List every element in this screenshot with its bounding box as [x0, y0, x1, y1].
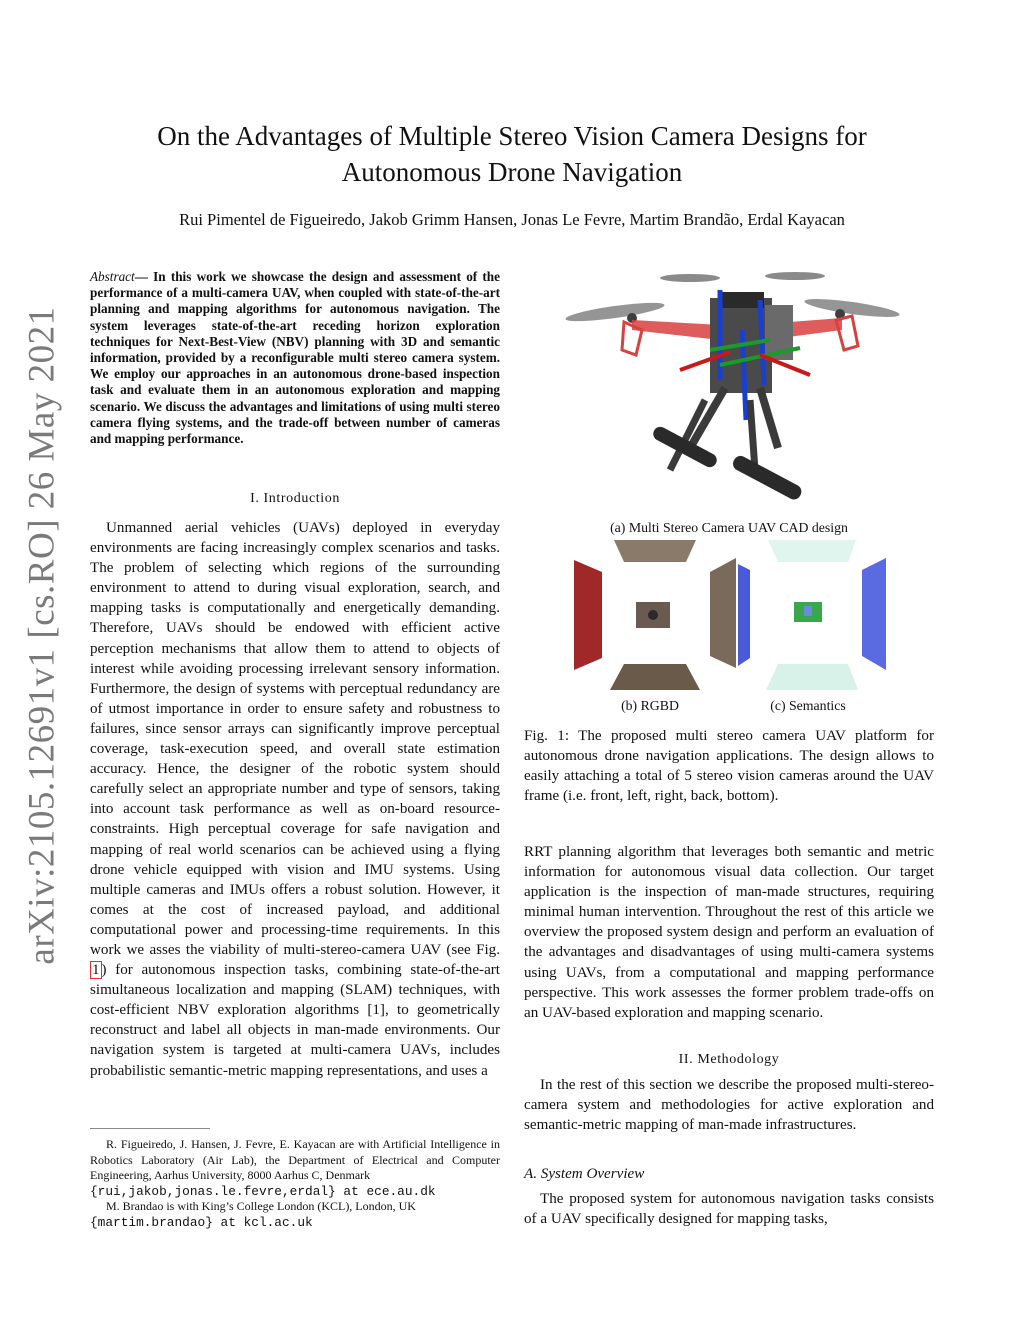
section-heading-introduction: I. Introduction — [250, 491, 340, 506]
title-line-2: Autonomous Drone Navigation — [341, 157, 683, 187]
intro-text-part-2: ) for autonomous inspection tasks, combining state-of-the-art simultaneous localization and mapping (SLAM) techniques, with cost-efficient NBV exploration algorithms [1], to geometrically reconstruct and label all objects in man-made environments. Our navigation system is targeted at multi-camera UAVs, includes probabilistic semantic-metric mapping representations, and uses a — [90, 962, 500, 1079]
footnote-affiliation-2: M. Brandao is with King’s College London (KCL), London, UK — [106, 1199, 416, 1213]
footnote-rule — [90, 1128, 210, 1129]
author-list: Rui Pimentel de Figueiredo, Jakob Grimm Hansen, Jonas Le Fevre, Martim Brandão, Erdal Kayacan — [179, 210, 845, 229]
semantics-wall-right — [862, 558, 886, 670]
figure-rgbd-view — [574, 540, 736, 690]
landing-skid-right — [731, 453, 804, 501]
system-overview-paragraph: The proposed system for autonomous navigation tasks consists of a UAV specifically designed for mapping tasks, — [524, 1191, 934, 1228]
intro-text-part-1: Unmanned aerial vehicles (UAVs) deployed in everyday environments are facing increasingly complex scenarios and tasks. The problem of selecting which regions of the surrounding environment to attend to during visual exploration, search, and mapping tasks is computationally and energetically demanding. Therefore, UAVs should be endowed with efficient active perception mechanisms that allow them to attend to objects of interest while avoiding processing irrelevant sensory information. Furthermore, the design of systems with perceptual redundancy are of utmost importance in order to ensure safety and robustness to failures, since sensor arrays can significantly improve perceptual coverage, task-execution speed, and overall state estimation accuracy. Hence, the designer of the robotic system should carefully select an appropriate number and type of sensors, taking into account task performance as well as on-board resource-constraints. High perceptual coverage for safe navigation and mapping of real world scenarios can be achieved using a flying drone vehicle equipped with vision and IMU systems. Using multiple cameras and IMUs offers a robust solution. However, it comes at the cost of increased payload, and additional computational power and processing-time requirements. In this work we asses the viability of multi-stereo-camera UAV (see Fig. — [90, 520, 500, 958]
arm-left — [632, 320, 720, 340]
abstract-label: Abstract — [90, 269, 135, 284]
figure-drone-cad-render — [560, 270, 910, 512]
figure-1-caption: Fig. 1: The proposed multi stereo camera UAV platform for autonomous drone navigation applications. The design allows to easily attaching a total of 5 stereo vision cameras around the UAV frame (i.e. front, left, right, back, bottom). — [524, 728, 934, 805]
semantics-wall-bottom — [766, 664, 858, 690]
title-line-1: On the Advantages of Multiple Stereo Vision Camera Designs for — [157, 121, 867, 151]
semantics-wall-top — [768, 540, 856, 562]
rgbd-wall-right — [710, 558, 736, 668]
footnote-email-1: {rui,jakob,jonas.le.fevre,erdal} at ece.au.dk — [90, 1183, 436, 1199]
subfigure-c-caption: (c) Semantics — [770, 698, 846, 713]
arxiv-identifier[interactable]: arXiv:2105.12691v1 [cs.RO] 26 May 2021 — [21, 306, 63, 965]
landing-skid-left — [651, 424, 719, 469]
subfigure-b-caption: (b) RGBD — [621, 698, 679, 713]
rgbd-wall-left — [574, 560, 602, 670]
figure-1-reference-link[interactable]: 1 — [92, 962, 100, 979]
abstract — [90, 269, 500, 447]
right-column-paragraph-1: RRT planning algorithm that leverages both semantic and metric information for autonomous visual data collection. Our target application is the inspection of man-made structures, requiring minimal human intervention. Throughout the rest of this article we overview the proposed system design and perform an evaluation of the advantages and disadvantages of using multi-camera systems using UAVs, from a computational and mapping performance perspective. This work assesses the former problem trade-offs on an UAV-based exploration and mapping scenario. — [524, 844, 934, 1021]
rgbd-wall-bottom — [610, 664, 700, 690]
footnote-email-2: {martim.brandao} at kcl.ac.uk — [90, 1214, 313, 1230]
propeller-top-left — [660, 274, 720, 282]
abstract-dash: — — [134, 269, 148, 284]
introduction-paragraph — [90, 518, 500, 1081]
landing-leg-right — [760, 388, 778, 448]
paper-title — [0, 118, 1024, 190]
propeller-top-right — [765, 272, 825, 280]
propeller-left — [565, 299, 666, 325]
subfigure-a-caption: (a) Multi Stereo Camera UAV CAD design — [610, 520, 848, 535]
section-heading-methodology: II. Methodology — [678, 1052, 780, 1067]
footnote — [90, 1137, 500, 1230]
footnote-affiliation-1: R. Figueiredo, J. Hansen, J. Fevre, E. Kayacan are with Artificial Intelligence in Robotics Laboratory (Air Lab), the Department of Electrical and Computer Engineering, Aarhus University, 8000 Aarhus C, Denmark — [90, 1137, 500, 1182]
rgbd-wall-top — [614, 540, 696, 562]
figure-semantics-view — [738, 540, 886, 690]
subsection-heading-system-overview: A. System Overview — [524, 1166, 645, 1182]
semantics-wall-left — [738, 564, 750, 666]
methodology-paragraph: In the rest of this section we describe the proposed multi-stereo-camera system and methodologies for active exploration and semantic-metric mapping of man-made infrastructures. — [524, 1077, 934, 1134]
abstract-text: In this work we showcase the design and assessment of the performance of a multi-camera UAV, when coupled with state-of-the-art planning and mapping algorithms for autonomous navigation. The system leverages state-of-the-art receding horizon exploration techniques for Next-Best-View (NBV) planning with 3D and semantic information, provided by a reconfigurable multi stereo camera system. We employ our approaches in an autonomous drone-based inspection task and evaluate them in an autonomous exploration and mapping scenario. We discuss the advantages and limitations of using multi stereo camera flying systems, and the trade-off between number of cameras and mapping performance. — [90, 269, 500, 447]
